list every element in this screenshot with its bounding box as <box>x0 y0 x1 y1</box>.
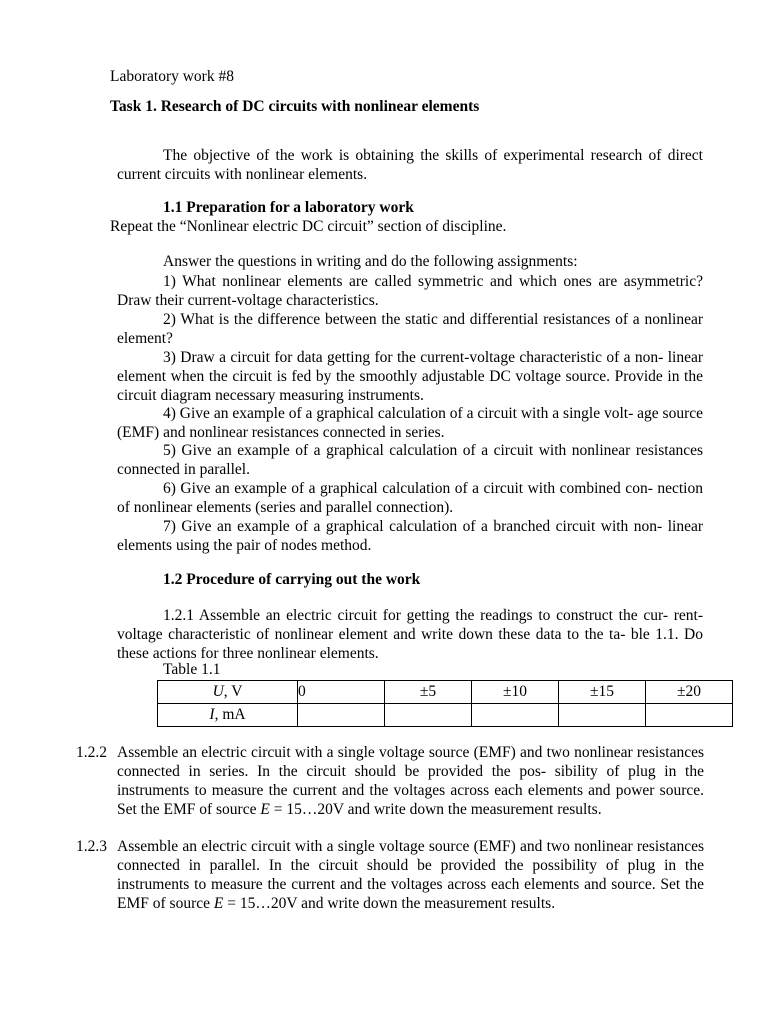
step-text-part: Assemble an electric circuit with a single voltage source (EMF) and two nonlinear resistances connected in series. In the circuit should be provided the pos- sibility of plug in the instruments to measure the current and the voltages across each elements and power source. Set the EMF of source <box>117 744 704 818</box>
table-cell: 0 <box>298 681 385 704</box>
current-unit: , mA <box>214 706 246 723</box>
question-2: 2) What is the difference between the static and differential resistances of a nonlinear element? <box>117 311 703 347</box>
section-1-1-intro: Repeat the “Nonlinear electric DC circuit” section of discipline. <box>110 218 507 235</box>
lab-title: Laboratory work #8 <box>110 68 234 85</box>
question-5: 5) Give an example of a graphical calculation of a circuit with nonlinear resistances connected in parallel. <box>117 442 703 478</box>
table-cell: ±20 <box>646 681 733 704</box>
table-cell: ±10 <box>472 681 559 704</box>
table-cell <box>559 704 646 727</box>
current-symbol: I <box>209 706 215 723</box>
section-1-1-heading: 1.1 Preparation for a laboratory work <box>163 199 414 216</box>
row-label-voltage <box>158 681 298 704</box>
voltage-symbol: U <box>212 683 224 700</box>
question-1: 1) What nonlinear elements are called symmetric and which ones are asymmetric? Draw their current-voltage characteristics. <box>117 273 703 309</box>
step-number: 1.2.2 <box>76 744 107 761</box>
table-cell <box>646 704 733 727</box>
step-1-2-1: 1.2.1 Assemble an electric circuit for getting the readings to construct the cur- rent-voltage characteristic of nonlinear element and write down these data to the ta- ble 1.1. Do these actions for three nonlinear elements. <box>117 607 703 662</box>
step-text <box>117 743 704 819</box>
section-1-2-heading: 1.2 Procedure of carrying out the work <box>163 571 421 588</box>
step-text-part: Assemble an electric circuit with a single voltage source (EMF) and two nonlinear resistances connected in parallel. In the circuit should be provided the possibility of plug in the instruments to measure the current and the voltages across each elements and source. Set the EMF of source <box>117 838 704 912</box>
table-cell <box>385 704 472 727</box>
task-title: Task 1. Research of DC circuits with nonlinear elements <box>110 98 480 115</box>
table-caption: Table 1.1 <box>163 661 221 678</box>
answer-intro: Answer the questions in writing and do the following assignments: <box>163 253 578 270</box>
step-text <box>117 837 704 913</box>
table-cell: ±5 <box>385 681 472 704</box>
table-row-voltage <box>158 681 733 704</box>
question-3: 3) Draw a circuit for data getting for the current-voltage characteristic of a non- linear element when the circuit is fed by the smoothly adjustable DC voltage source. Provide in the circuit diagram necessary measuring instruments. <box>117 349 703 404</box>
table-cell: ±15 <box>559 681 646 704</box>
table-cell <box>472 704 559 727</box>
step-text-part: = 15…20V and write down the measurement results. <box>223 895 556 912</box>
table-1-1 <box>157 680 733 727</box>
emf-symbol: E <box>260 801 270 818</box>
step-number: 1.2.3 <box>76 838 107 855</box>
table-row-current <box>158 704 733 727</box>
emf-symbol: E <box>213 895 224 912</box>
question-4: 4) Give an example of a graphical calculation of a circuit with a single volt- age source (EMF) and nonlinear resistances connected in series. <box>117 405 703 441</box>
row-label-current <box>158 704 298 727</box>
step-text-part: = 15…20V and write down the measurement results. <box>269 801 602 818</box>
question-6: 6) Give an example of a graphical calculation of a circuit with combined con- nection of nonlinear elements (series and parallel connection). <box>117 480 703 516</box>
voltage-unit: , V <box>223 683 243 700</box>
table-cell <box>298 704 385 727</box>
objective-paragraph: The objective of the work is obtaining the skills of experimental research of direct current circuits with nonlinear elements. <box>117 147 703 183</box>
question-7: 7) Give an example of a graphical calculation of a branched circuit with non- linear elements using the pair of nodes method. <box>117 518 703 554</box>
